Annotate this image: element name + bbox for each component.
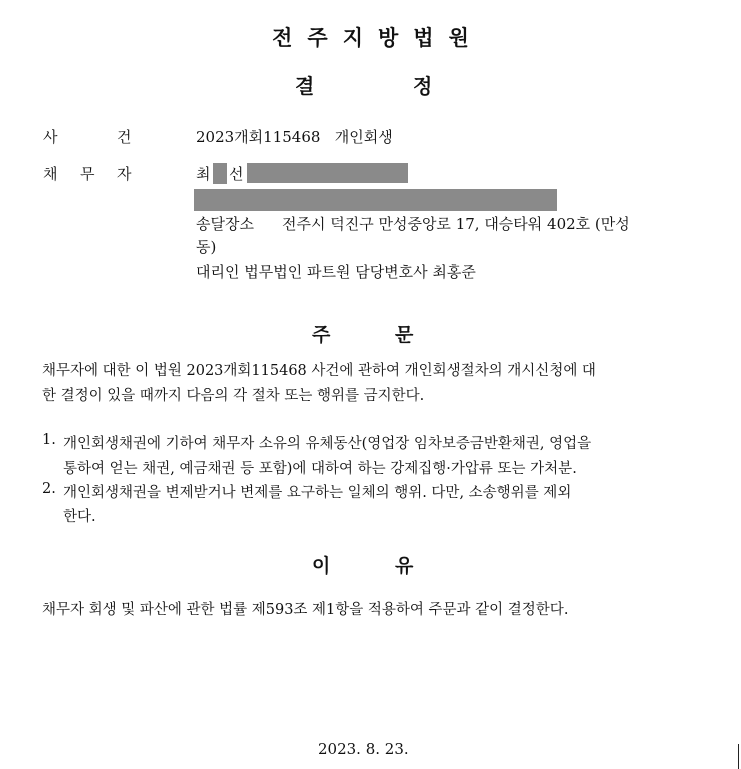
reason-text: 채무자 회생 및 파산에 관한 법률 제593조 제1항을 적용하여 주문과 같이 결정한다.	[42, 602, 569, 618]
case-label-char-2: 건	[117, 128, 132, 146]
page-edge-line	[738, 744, 739, 769]
order-item-1-line1: 개인회생채권에 기하여 채무자 소유의 유체동산(영업장 임차보증금반환채권, 영업을	[63, 436, 592, 452]
debtor-name-first: 최	[196, 165, 211, 183]
order-item-2-line2: 한다.	[63, 509, 96, 525]
order-item-1-num: 1.	[42, 432, 56, 448]
debtor-name-last: 선	[229, 165, 244, 183]
order-heading-char-2: 문	[395, 324, 414, 346]
debtor-label-char-1: 채	[43, 165, 58, 183]
redaction-address	[194, 189, 557, 211]
redaction-name-middle	[213, 163, 227, 184]
decision-date: 2023. 8. 23.	[318, 740, 409, 758]
order-item-2-num: 2.	[42, 481, 56, 497]
debtor-label-char-2: 무	[80, 165, 95, 183]
case-label-char-1: 사	[43, 128, 58, 146]
service-address-label: 송달장소	[196, 215, 254, 233]
service-address-line2: 동)	[196, 238, 217, 256]
order-item-1-line2: 통하여 얻는 채권, 예금채권 등 포함)에 대하여 하는 강제집행·가압류 또는 가처분.	[63, 461, 577, 477]
redaction-id-number	[247, 163, 408, 183]
agent-line: 대리인 법무법인 파트원 담당변호사 최홍준	[196, 263, 476, 281]
reason-heading-char-1: 이	[312, 555, 331, 577]
order-heading-char-1: 주	[312, 324, 331, 346]
doc-title-right: 정	[413, 74, 433, 98]
order-item-2-line1: 개인회생채권을 변제받거나 변제를 요구하는 일체의 행위. 다만, 소송행위를 제외	[63, 485, 572, 501]
order-intro-line1: 채무자에 대한 이 법원 2023개회115468 사건에 관하여 개인회생절차의 개시신청에 대	[42, 363, 596, 379]
debtor-label-char-3: 자	[117, 165, 132, 183]
order-intro-line2: 한 결정이 있을 때까지 다음의 각 절차 또는 행위를 금지한다.	[42, 388, 425, 404]
reason-heading-char-2: 유	[395, 555, 414, 577]
service-address-line1: 전주시 덕진구 만성중앙로 17, 대승타워 402호 (만성	[282, 215, 630, 233]
doc-title-left: 결	[295, 74, 315, 98]
case-value: 2023개회115468 개인회생	[196, 128, 393, 146]
court-name: 전주지방법원	[272, 26, 484, 50]
